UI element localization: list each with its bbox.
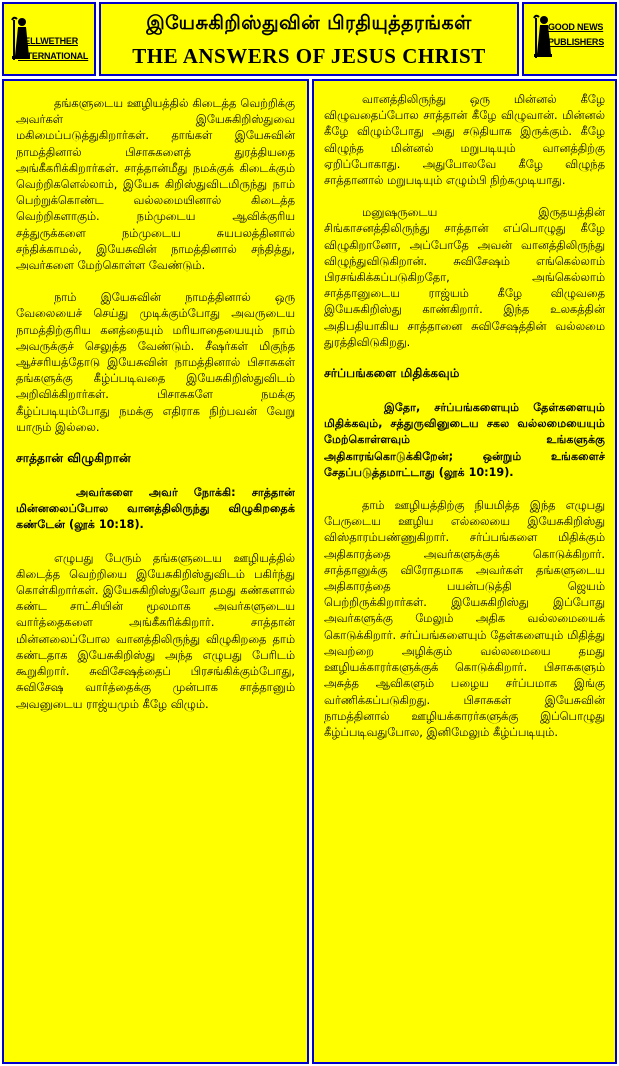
header-title-panel: [99, 2, 519, 76]
right-paragraph-2: மனுஷருடைய இருதயத்தின் சிங்காசனத்திலிருந்து சாத்தான் எப்பொழுது கீழே விழுகிறானோ, அப்போதே அவன் வானத்திலிருந்து விழுந்துவிடுகிறான். சுவிசேஷம் எங்கெல்லாம் பிரசங்கிக்கப்படுகிறதோ, அங்கெல்லாம் சாத்தானுடைய ராஜ்யம் கீழே விழுவதை இயேசுகிறிஸ்து காண்கிறார். இந்த உலகத்தின் அதிபதியாகிய சாத்தானை சுவிசேஷத்தின் வல்லமை துரத்திவிடுகிறது.: [324, 205, 605, 349]
logo-right-line2: PUBLISHERS: [548, 37, 605, 47]
left-section-heading: சாத்தான் விழுகிறான்: [16, 451, 131, 466]
left-column: [2, 79, 309, 1064]
right-paragraph-3: தாம் ஊழியத்திற்கு நியமித்த இந்த எழுபது பேருடைய ஊழிய எல்லையை இயேசுகிறிஸ்து விஸ்தாரம்பண்ணுகிறார். சர்ப்பங்களை மிதிக்கும் அதிகாரத்தை அவர்களுக்குக் கொடுக்கிறார். சாத்தானுக்கு விரோதமாக அவர்கள் தங்களுடைய அதிகாரத்தை பயன்படுத்தி ஜெயம் பெற்றிருக்கிறார்கள். இயேசுகிறிஸ்து இப்போது அவர்களுக்கு மேலும் அதிக வல்லமையைக் கொடுக்கிறார். சர்ப்பங்களையும் தேள்களையும் மிதித்து அவற்றை அழிக்கும் வல்லமையை தமது ஊழியக்காரர்களுக்குக் கொடுக்கிறார். பிசாசுகளும் அசுத்த ஆவிகளும் பழைய சர்ப்பமாக இங்கு வர்ணிக்கப்படுகிறது. பிசாசுகள் இயேசுவின் நாமத்தினால் ஊழியக்காரர்களுக்கு இப்பொழுது கீழ்ப்படிவதுபோல, இனிமேலும் கீழ்ப்படியும்.: [324, 498, 605, 739]
bellwether-logo: [4, 4, 94, 74]
right-section-heading: சர்ப்பங்களை மிதிக்கவும்: [324, 366, 460, 381]
header-right-logo-panel: [522, 2, 617, 76]
left-paragraph-1: தங்களுடைய ஊழியத்தில் கிடைத்த வெற்றிக்கு அவர்கள் இயேசுகிறிஸ்துவை மகிமைப்படுத்துகிறார்கள். தாங்கள் இயேசுவின் நாமத்தினால் பிசாசுகளைத் துரத்தியதை அங்கீகரிக்கிறார்கள். சாத்தான்மீது நமக்குக் கிடைக்கும் வெற்றிகளெல்லாம், இயேசு கிறிஸ்துவிடமிருந்து நாம் பெற்றுக்கொண்ட வல்லமையினால் கிடைத்த வெற்றிகளாகும். நம்முடைய ஆவிக்குரிய சத்துருக்களை நம்முடைய சுயபலத்தினால் சந்திக்காமல், இயேசுவின் நாமத்தினால் சந்தித்து, அவர்களை மேற்கொள்ள வேண்டும்.: [16, 96, 295, 273]
title-tamil: இயேசுகிறிஸ்துவின் பிரதியுத்தரங்கள்: [146, 12, 472, 34]
logo-right-line1: GOOD NEWS: [548, 22, 604, 32]
left-paragraph-3: எழுபது பேரும் தங்களுடைய ஊழியத்தில் கிடைத்த வெற்றியை இயேசுகிறிஸ்துவிடம் பகிர்ந்து கொள்கிறார்கள். இயேசுகிறிஸ்துவோ தமது கண்களால் கண்ட சாட்சியின் மூலமாக அவர்களுடைய வார்த்தைகளை அங்கீகரிக்கிறார். சாத்தான் மின்னலைப்போல வானத்திலிருந்து விழுகிறதை தாம் கண்டதாக இயேசுகிறிஸ்து அந்த எழுபது பேரிடம் கூறுகிறார். சுவிசேஷத்தைப் பிரசங்கிக்கும்போது, சுவிசேஷ வார்த்தைக்கு முன்பாக சாத்தானும் அவனுடைய ராஜ்யமும் கீழே விழும்.: [16, 550, 295, 711]
right-paragraph-1: வானத்திலிருந்து ஒரு மின்னல் கீழே விழுவதைப்போல சாத்தான் கீழே விழுவான். மின்னல் கீழே விழும்போது அது சடுதியாக இருக்கும். கீழே விழுந்த மின்னல் மறுபடியும் வானத்திற்கு ஏறிப்போகாது. அதுபோலவே கீழே விழுந்த சாத்தானால் மறுபடியும் எழும்பி நிற்கமுடியாது.: [324, 92, 605, 188]
good-news-logo: [524, 4, 615, 74]
title-english: THE ANSWERS OF JESUS CHRIST: [132, 44, 486, 68]
left-paragraph-2: நாம் இயேசுவின் நாமத்தினால் ஒரு வேலையைச் செய்து முடிக்கும்போது அவருடைய நாமத்திற்குரிய கனத்தையும் மரியாதையையும் நாம் அவருக்குச் செலுத்த வேண்டும். சீஷர்கள் மிகுந்த ஆச்சரியத்தோடு இயேசுவின் நாமத்தினால் பிசாசுகள் தங்களுக்கு கீழ்ப்படிவதை இயேசுகிறிஸ்துவிடம் அறிவிக்கிறார்கள். பிசாசுகளே நமக்கு கீழ்ப்படியும்போது நமக்கு எதிராக நிற்பவன் வேறு யாரும் இல்லை.: [16, 290, 295, 434]
logo-left-line2: INTERNATIONAL: [18, 51, 89, 61]
header-left-logo-panel: [2, 2, 96, 76]
logo-left-line1: BELLWETHER: [18, 36, 78, 46]
right-scripture-quote: இதோ, சர்ப்பங்களையும் தேள்களையும் மிதிக்கவும், சத்துருவினுடைய சகல வல்லமையையும் மேற்கொள்ளவும் உங்களுக்கு அதிகாரங்கொடுக்கிறேன்; ஒன்றும் உங்களைச் சேதப்படுத்தமாட்டாது (லூக் 10:19).: [324, 401, 605, 479]
right-column: [312, 79, 617, 1064]
left-scripture-quote: அவர்களை அவர் நோக்கி: சாத்தான் மின்னலைப்போல வானத்திலிருந்து விழுகிறதைக் கண்டேன் (லூக் 10:18).: [16, 486, 295, 532]
